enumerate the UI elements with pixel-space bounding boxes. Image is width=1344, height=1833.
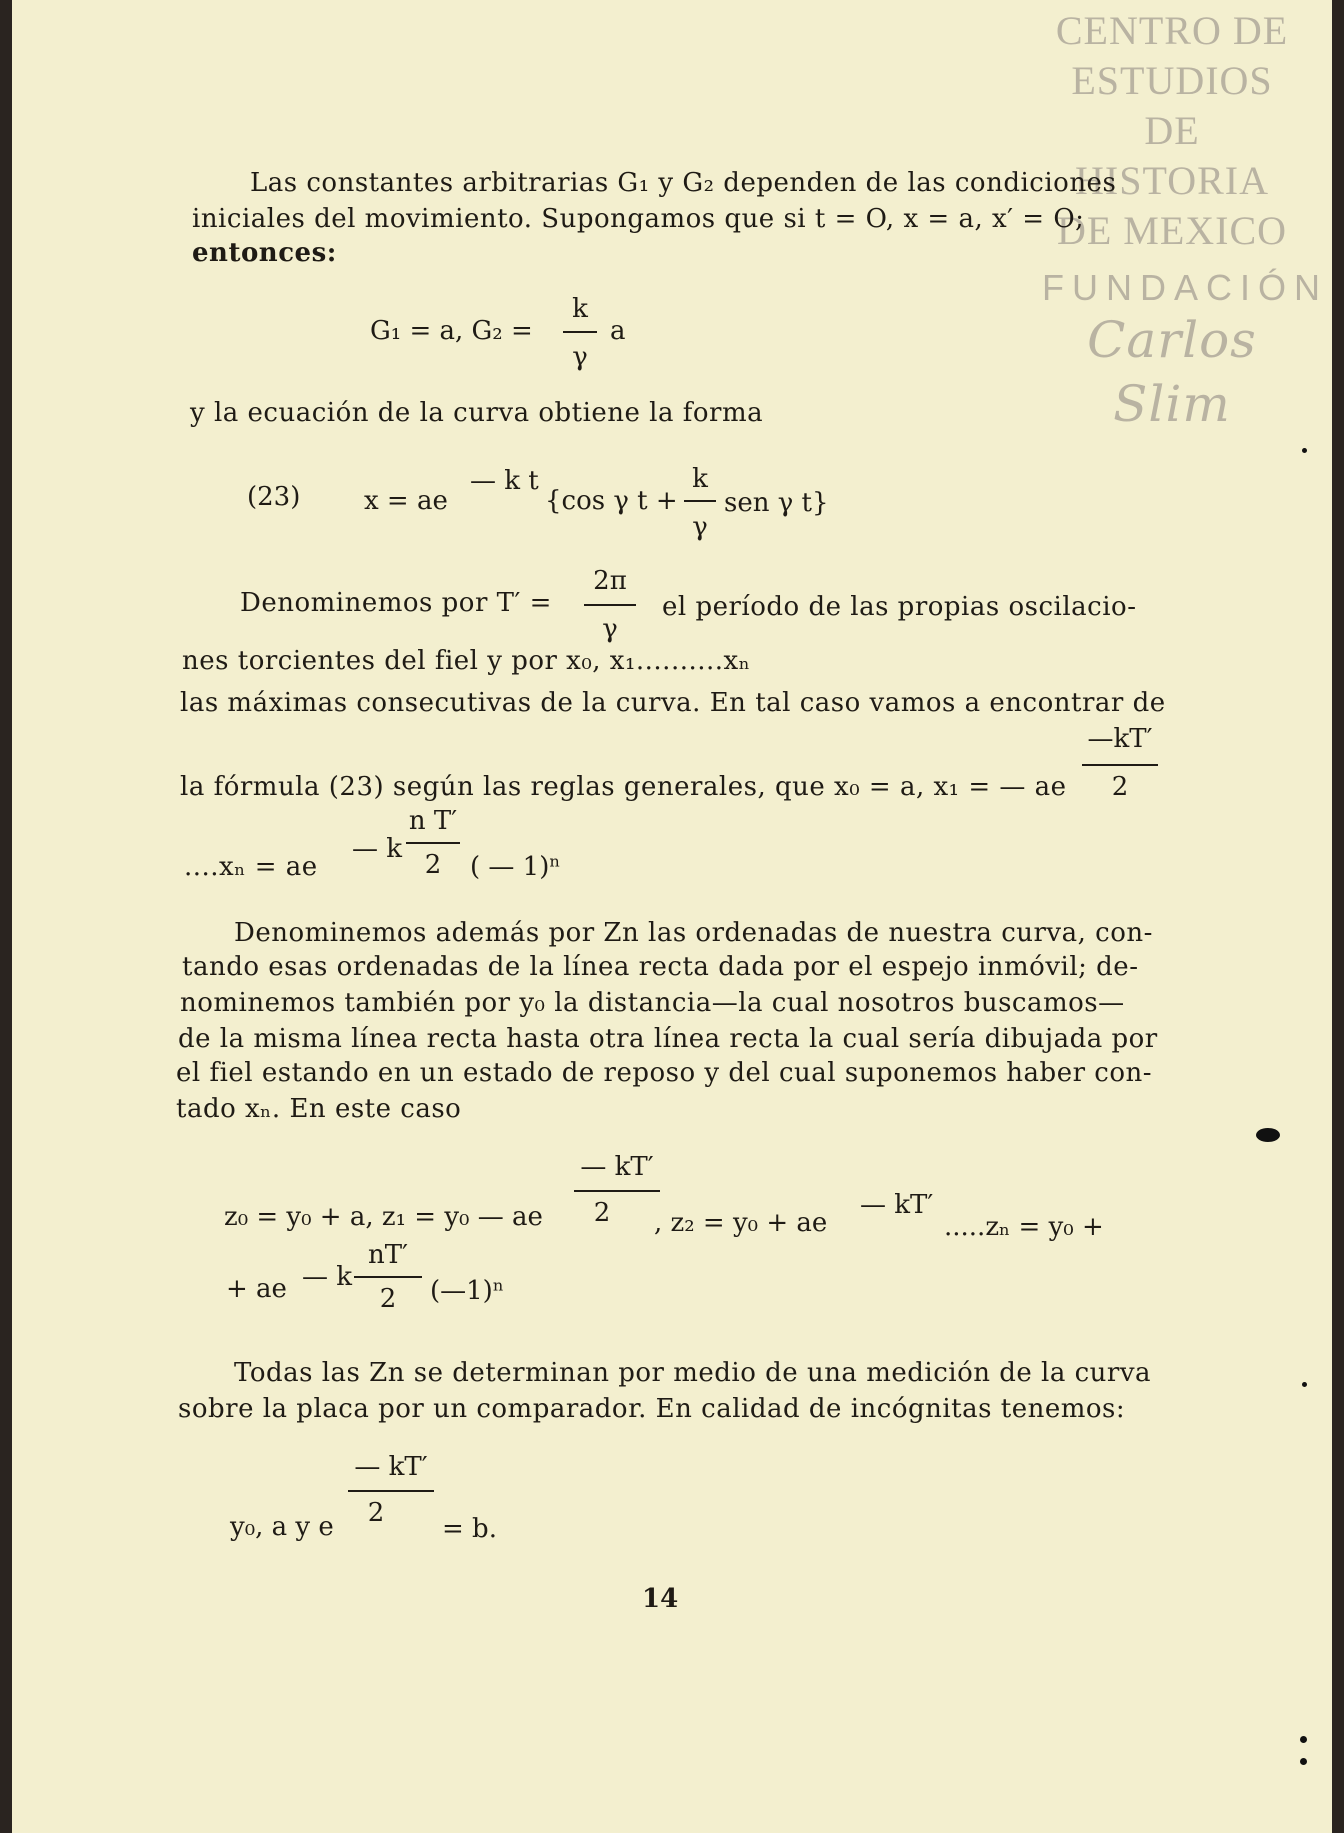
watermark-line: DE HISTORIA	[1075, 108, 1269, 203]
page-number: 14	[642, 1584, 679, 1614]
para3-pre: Denominemos por T′ =	[240, 588, 552, 618]
eq1-rhs: a	[610, 316, 626, 346]
eqlast-den: 2	[367, 1498, 385, 1528]
para3-num: 2π	[593, 566, 627, 596]
eqz-part-d: + ae	[226, 1274, 287, 1304]
para3-line5-k: — k	[352, 834, 403, 864]
fraction-bar	[684, 500, 716, 502]
para3-line5-pre: ....xₙ = ae	[184, 852, 318, 882]
para3-line3: las máximas consecutivas de la curva. En tal caso vamos a encontrar de	[180, 688, 1166, 718]
eq23-label: (23)	[247, 482, 301, 512]
eqlast-num: — kT′	[354, 1452, 428, 1482]
document-page	[12, 0, 1332, 1833]
para4-line4: de la misma línea recta hasta otra línea recta la cual sería dibujada por	[178, 1024, 1158, 1054]
ink-speck	[1302, 448, 1307, 453]
eq23-num: k	[692, 464, 708, 494]
para1-line2: iniciales del movimiento. Supongamos que si t = O, x = a, x′ = O;	[192, 204, 1085, 234]
eq23-body-b: sen γ t}	[724, 488, 829, 518]
eqz-den1: 2	[593, 1198, 611, 1228]
eqz-part-e: (—1)ⁿ	[430, 1276, 505, 1306]
para4-line5: el fiel estando en un estado de reposo y del cual suponemos haber con-	[176, 1058, 1153, 1088]
para5-line2: sobre la placa por un comparador. En calidad de incógnitas tenemos:	[178, 1394, 1126, 1424]
para4-line1: Denominemos además por Zn las ordenadas de nuestra curva, con-	[234, 918, 1153, 948]
para3-line4: la fórmula (23) según las reglas generales, que x₀ = a, x₁ = — ae	[180, 772, 1067, 802]
eqz-den3: 2	[379, 1284, 397, 1314]
para3-exp-num: —kT′	[1087, 724, 1153, 754]
para3-den: γ	[602, 614, 618, 644]
watermark-line: FUNDACIÓN	[1042, 267, 1328, 308]
eqz-num3: nT′	[368, 1240, 408, 1270]
para3-line5-den: 2	[424, 850, 442, 880]
eqz-exp2: — kT′	[860, 1190, 934, 1220]
para1-line1: Las constantes arbitrarias G₁ y G₂ dependen de las condiciones	[250, 168, 1117, 198]
para3-line5-post: ( — 1)ⁿ	[470, 852, 561, 882]
para3-line5-num: n T′	[408, 806, 458, 836]
para5-line1: Todas las Zn se determinan por medio de una medición de la curva	[234, 1358, 1152, 1388]
watermark-line: ESTUDIOS	[1071, 58, 1273, 103]
fraction-bar	[574, 1190, 660, 1192]
eqz-part-c: .....zₙ = y₀ +	[944, 1212, 1104, 1242]
eq23-lhs: x = ae	[364, 486, 448, 516]
eq1-num: k	[572, 294, 588, 324]
para3-line2: nes torcientes del fiel y por x₀, x₁..........xₙ	[182, 646, 751, 676]
eq1-lhs: G₁ = a, G₂ =	[370, 316, 533, 346]
eq23-body-a: {cos γ t +	[545, 486, 678, 516]
fraction-bar	[354, 1276, 422, 1278]
ink-speck	[1300, 1758, 1307, 1765]
watermark-line: CENTRO DE	[1055, 8, 1289, 53]
para1-line3: entonces:	[192, 238, 337, 268]
fraction-bar	[348, 1490, 434, 1492]
eqlast-post: = b.	[442, 1514, 497, 1544]
fraction-bar	[1082, 764, 1158, 766]
watermark-signature: Carlos Slim	[1087, 311, 1257, 433]
fraction-bar	[584, 604, 636, 606]
eqz-k: — k	[302, 1262, 353, 1292]
eqz-part-b: , z₂ = y₀ + ae	[654, 1208, 828, 1238]
eqz-num1: — kT′	[580, 1152, 654, 1182]
para2-line: y la ecuación de la curva obtiene la forma	[190, 398, 764, 428]
eq1-den: γ	[572, 342, 588, 372]
eqz-part-a: z₀ = y₀ + a, z₁ = y₀ — ae	[224, 1202, 543, 1232]
fraction-bar	[406, 842, 460, 844]
ink-blot	[1256, 1128, 1280, 1142]
ink-speck	[1300, 1736, 1307, 1743]
eqlast-pre: y₀, a y e	[230, 1512, 334, 1542]
para4-line2: tando esas ordenadas de la línea recta dada por el espejo inmóvil; de-	[182, 952, 1139, 982]
watermark-line: DE MEXICO	[1056, 208, 1288, 253]
para4-line6: tado xₙ. En este caso	[176, 1094, 462, 1124]
para3-exp-den: 2	[1111, 772, 1129, 802]
eq23-exponent: — k t	[470, 466, 539, 496]
para4-line3: nominemos también por y₀ la distancia—la cual nosotros buscamos—	[180, 988, 1125, 1018]
eq23-den: γ	[692, 512, 708, 542]
ink-speck	[1302, 1382, 1307, 1387]
fraction-bar	[563, 331, 597, 333]
para3-post: el período de las propias oscilacio-	[662, 592, 1137, 622]
